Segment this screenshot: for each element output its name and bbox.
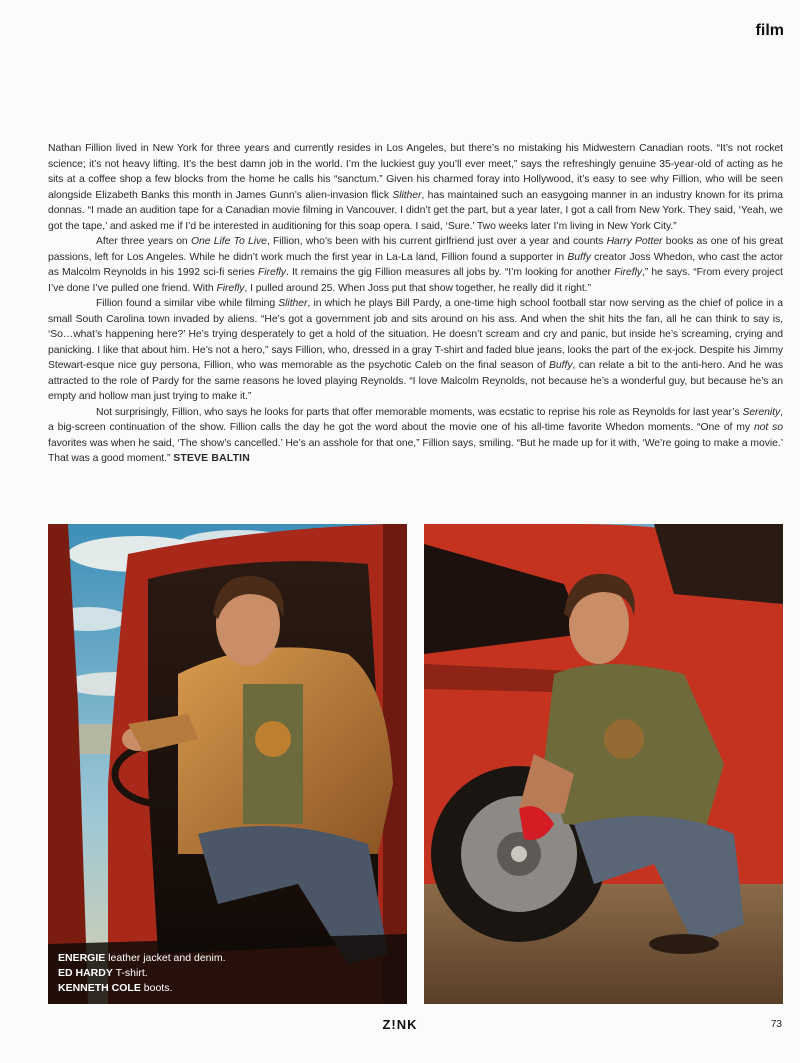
credit-line: KENNETH COLE boots. xyxy=(58,982,173,994)
photo-truck-wheel xyxy=(424,524,783,1004)
text-run: , Fillion, who’s been with his current girlfriend just over a year and counts xyxy=(266,236,607,247)
article-paragraph-1 xyxy=(48,141,783,234)
title-italic: Harry Potter xyxy=(606,236,663,247)
text-run: Nathan Fillion lived in New York for three years and currently resides in Los Angeles, but there’s no mistaking his Midwestern Canadian roots. “It’s not rocket science; it’s not heavy lifting. It’s the best damn job in the world. I’m the luckiest guy you’ll ever meet,” says the refreshingly genuine 35-year-old of acting as he sits at a coffee shop a few blocks from the home he calls his “sanctum.” Given his charmed foray into Hollywood, it’s easy to see why Fillion, who will be seen alongside Elizabeth Banks this month in James Gunn’s alien-invasion flick xyxy=(48,143,783,201)
photo-truck-cab xyxy=(48,524,407,1004)
text-run: After three years on xyxy=(96,236,191,247)
text-run: , can relate a bit to the anti-hero. And he was attracted to the role of Pardy for the same reasons he loved playing Reynolds. “I love Malcolm Reynolds, not because he’s a wonderful guy, but because he’s an empty and hollow man just trying to make it.” xyxy=(48,360,783,402)
magazine-logo: Z!NK xyxy=(382,1017,418,1032)
section-label: film xyxy=(755,22,784,39)
credit-line: ENERGIE leather jacket and denim. xyxy=(58,952,226,964)
article-body xyxy=(48,141,783,467)
title-italic: Slither xyxy=(392,189,422,201)
title-italic: Slither xyxy=(278,298,308,309)
text-run: , I pulled around 25. When Joss put that show together, he really did it right.” xyxy=(244,282,591,294)
text-run: Not surprisingly, Fillion, who says he looks for parts that offer memorable moments, was ecstatic to reprise his role as Reynolds for last year’s xyxy=(96,406,743,418)
text-run: . It remains the gig Fillion measures all jobs by. “I’m looking for another xyxy=(285,267,615,278)
title-italic: One Life To Live xyxy=(190,236,267,247)
title-italic: Serenity xyxy=(742,406,781,418)
article-paragraph-2 xyxy=(48,234,783,296)
article-paragraph-3 xyxy=(48,296,783,405)
title-italic: Firefly xyxy=(258,267,286,278)
title-italic: Buffy xyxy=(549,360,573,371)
text-run: , has maintained such an easygoing manner in an industry known for its prima donnas. “I made an audition tape for a Canadian movie filming in Vancouver. I didn’t get the part, but a year later, I got a call from New York. They said, ‘Yeah, we got the tape,’ and asked me if I’d be interested in auditioning for this soap opera. I said, ‘Sure.’ Two weeks later I’m living in New York City.” xyxy=(48,189,783,232)
title-italic: not so xyxy=(753,422,783,433)
title-italic: Buffy xyxy=(567,251,591,263)
text-run: creator Joss Whedon, who cast the actor as Malcolm Reynolds in his 1992 sci-fi series xyxy=(48,251,783,278)
text-run: , a big-screen continuation of the show. Fillion calls the day he got the word about the movie one of his all-time favorite Whedon moments. “One of my xyxy=(48,406,783,433)
byline: STEVE BALTIN xyxy=(173,453,250,464)
article-paragraph-4 xyxy=(48,405,783,467)
credit-line: ED HARDY T-shirt. xyxy=(58,967,148,979)
title-italic: Firefly xyxy=(216,282,245,294)
page-number: 73 xyxy=(770,1019,782,1030)
text-run: ,” he says. “From every project I’ve done I’ve pulled one friend. With xyxy=(48,267,784,294)
text-run: books as one of his great passions, left for Los Angeles. While he didn’t work much the first year in La-La land, Fillion found a supporter in xyxy=(48,236,783,263)
fashion-credits xyxy=(58,951,226,996)
text-run: , in which he plays Bill Pardy, a one-time high school football star now serving as the chief of police in a small South Carolina town invaded by aliens. “He’s got a government job and sits around on his ass. And when the shit hits the fan, all he can think to say is, ‘So…what’s happening here?’ He’s trying desperately to get a hold of the situation. He doesn’t scream and cry and panic, but inside he’s screaming, crying and panicking. I like that about him. He’s not a hero,” says Fillion, who, dressed in a gray T-shirt and faded blue jeans, looks the part of the ex-jock. Despite his Jimmy Stewart-esque nice guy persona, Fillion, who was memorable as the psychotic Caleb on the final season of xyxy=(48,298,783,371)
text-run: Fillion found a similar vibe while filming xyxy=(96,298,279,309)
title-italic: Firefly xyxy=(614,267,642,278)
text-run: favorites was when he said, ‘The show’s cancelled.’ He’s an asshole for that one,” Fillion says, smiling. “But he made up for it with, ‘We’re going to make a movie.’ That was a good moment.” xyxy=(48,437,783,464)
